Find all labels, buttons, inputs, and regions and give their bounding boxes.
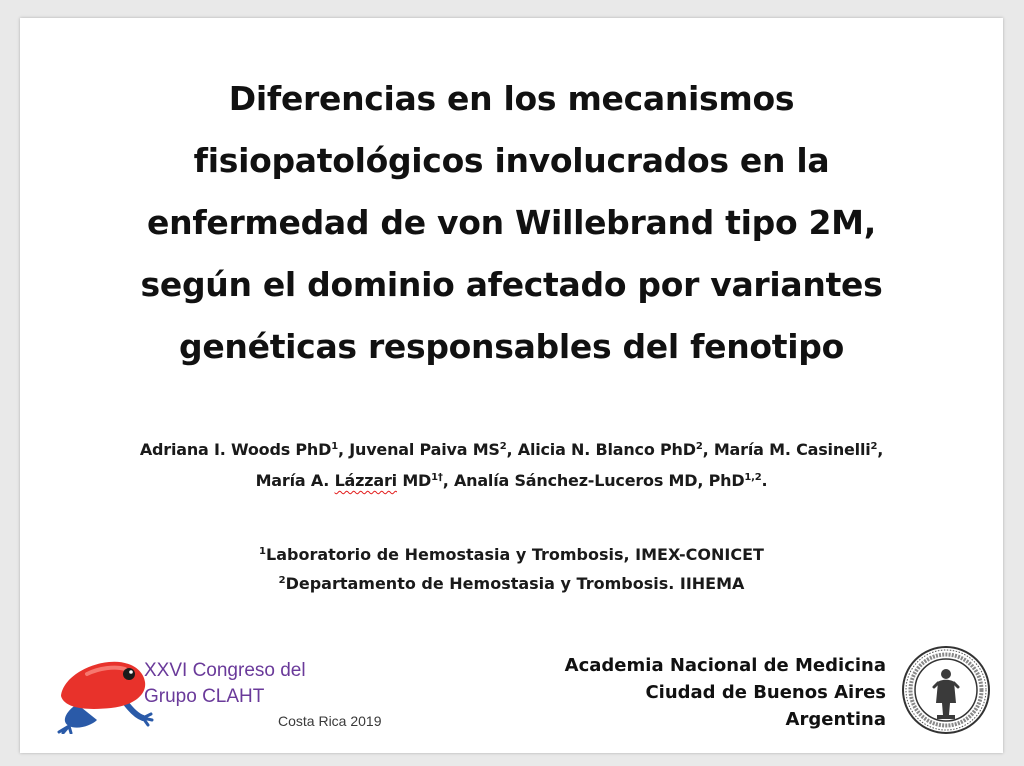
- slide-title: [20, 68, 1003, 378]
- congress-title: XXVI Congreso del: [144, 660, 306, 681]
- academy-country: Argentina: [785, 709, 886, 730]
- author-sup: 2: [870, 441, 878, 452]
- author-line-2: [20, 465, 1003, 496]
- title-line: según el dominio afectado por variantes: [140, 265, 883, 304]
- affiliation-text: Laboratorio de Hemostasia y Trombosis, IMEX-CONICET: [266, 545, 764, 564]
- author-sup: 1: [331, 441, 338, 452]
- slide: [20, 18, 1003, 753]
- author-name: María M. Casinelli: [708, 440, 871, 459]
- congress-logo-text: [144, 658, 444, 732]
- author-sup: 2: [499, 441, 507, 452]
- author-name: Alicia N. Blanco PhD: [512, 440, 696, 459]
- congress-group: Grupo CLAHT: [144, 686, 265, 707]
- spellcheck-flagged-word[interactable]: Lázzari: [334, 471, 397, 490]
- affiliation-sup: 1: [259, 546, 267, 557]
- affiliation-list: [20, 540, 1003, 598]
- author-sup: 2: [695, 441, 703, 452]
- author-sep: ,: [337, 440, 344, 459]
- author-sup: 1,2: [744, 472, 762, 483]
- author-sep: ,: [506, 440, 513, 459]
- congress-location: Costa Rica 2019: [278, 713, 382, 729]
- author-end: .: [761, 471, 768, 490]
- affiliation-text: Departamento de Hemostasia y Trombosis. IIHEMA: [285, 574, 745, 593]
- academy-city: Ciudad de Buenos Aires: [645, 682, 886, 703]
- affiliation-item: [20, 540, 1003, 569]
- affiliation-sup: 2: [278, 575, 286, 586]
- author-degree: MD: [396, 471, 432, 490]
- academy-block: [565, 652, 886, 733]
- title-line: Diferencias en los mecanismos: [228, 79, 795, 118]
- author-name: , Analía Sánchez-Luceros MD, PhD: [442, 471, 745, 490]
- author-sup: 1†: [431, 472, 443, 483]
- title-line: fisiopatológicos involucrados en la: [193, 141, 830, 180]
- author-sep: ,: [702, 440, 709, 459]
- author-name-prefix: María A.: [255, 471, 335, 490]
- title-line: genéticas responsables del fenotipo: [179, 327, 844, 366]
- academy-seal-icon: [901, 645, 991, 735]
- author-name: Juvenal Paiva MS: [343, 440, 500, 459]
- author-sep: ,: [877, 440, 884, 459]
- author-name: Adriana I. Woods PhD: [139, 440, 332, 459]
- title-line: enfermedad de von Willebrand tipo 2M,: [147, 203, 876, 242]
- poison-dart-frog-icon: [47, 652, 157, 734]
- academy-name: Academia Nacional de Medicina: [564, 655, 886, 676]
- author-line-1: [20, 434, 1003, 465]
- author-list: [20, 434, 1003, 496]
- affiliation-item: [20, 569, 1003, 598]
